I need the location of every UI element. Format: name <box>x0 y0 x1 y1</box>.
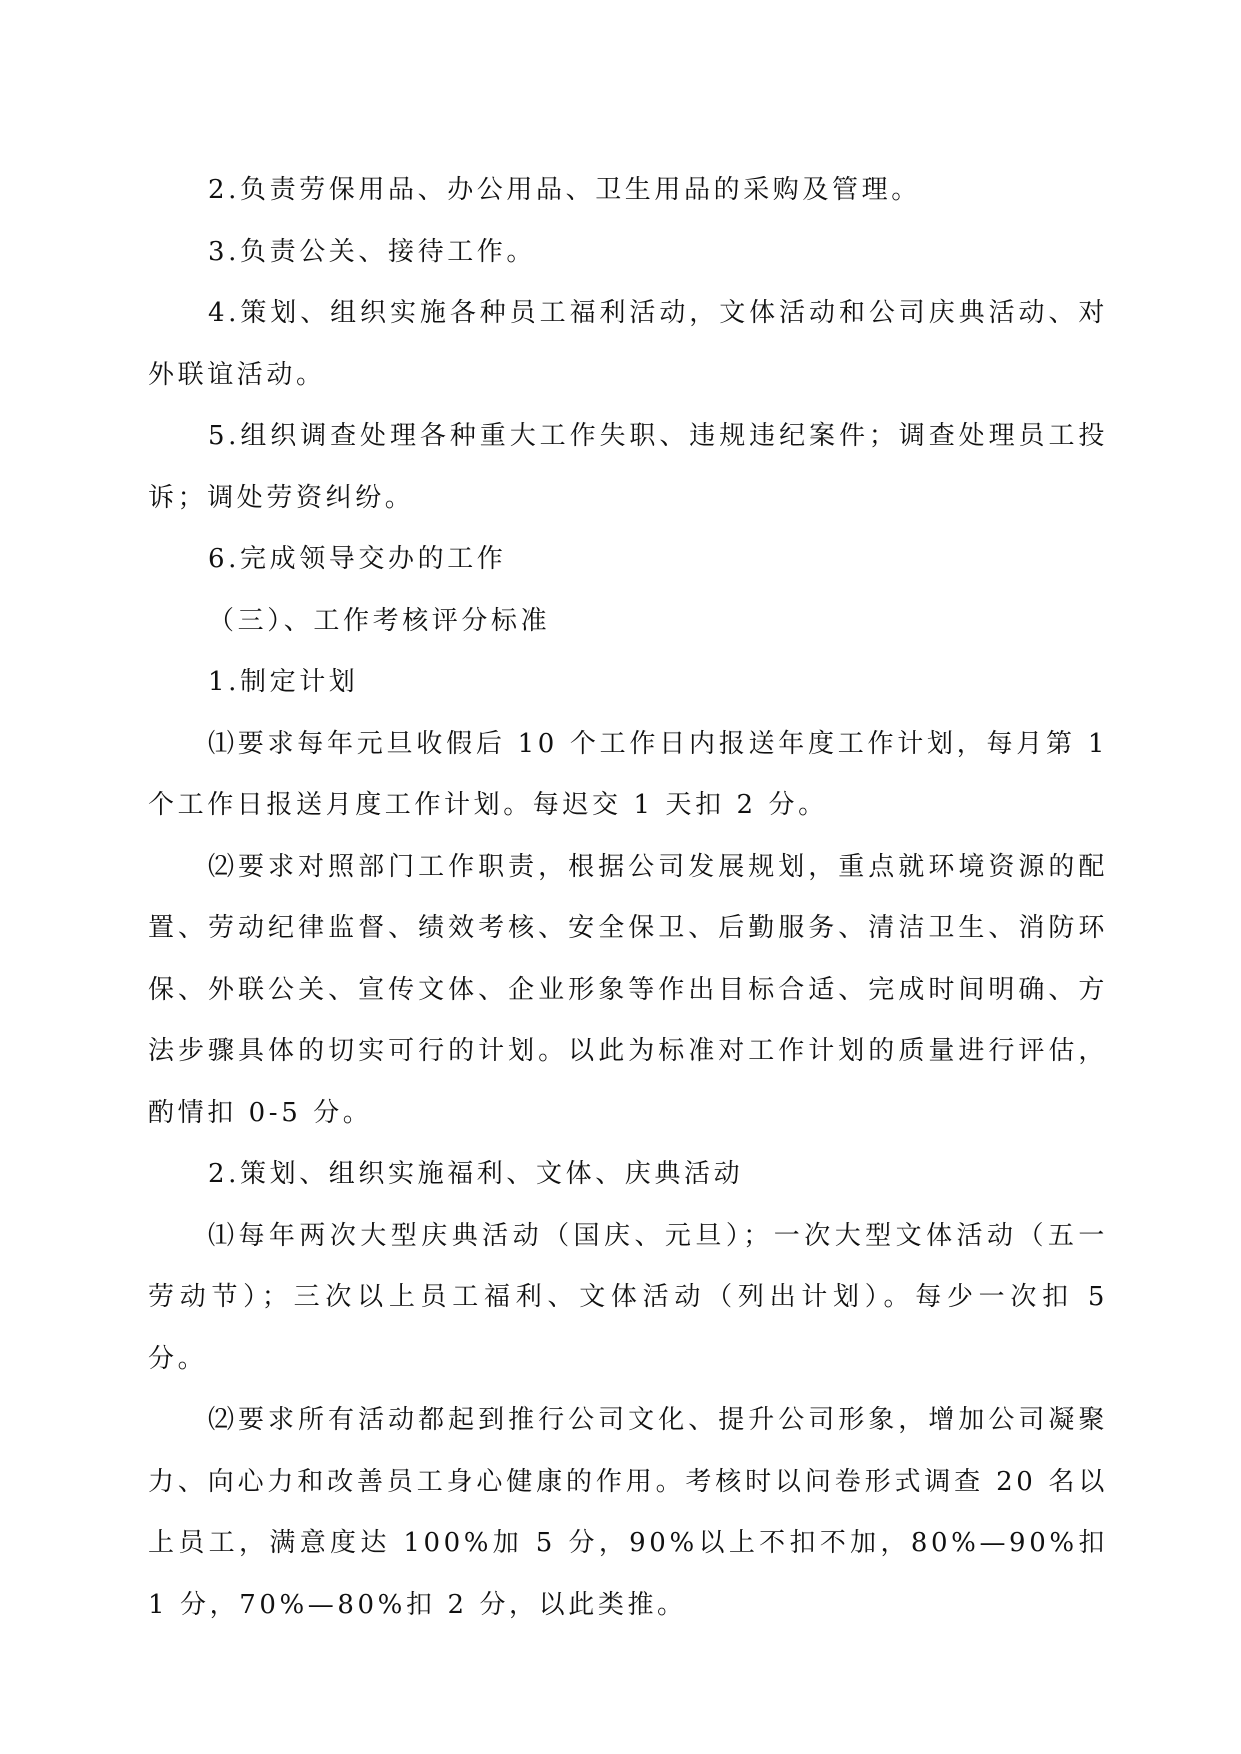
subheading-activities: 2.策划、组织实施福利、文体、庆典活动 <box>208 1159 744 1189</box>
paragraph-duty-2: 2.负责劳保用品、办公用品、卫生用品的采购及管理。 <box>208 175 921 205</box>
document-body <box>148 160 1108 1636</box>
paragraph-duty-5: 5.组织调查处理各种重大工作失职、违规违纪案件；调查处理员工投诉；调处劳资纠纷。 <box>148 421 1108 513</box>
paragraph-duty-4: 4.策划、组织实施各种员工福利活动，文体活动和公司庆典活动、对外联谊活动。 <box>148 298 1108 390</box>
paragraph-duty-3: 3.负责公关、接待工作。 <box>208 236 537 267</box>
paragraph-activities-1: ⑴每年两次大型庆典活动（国庆、元旦）；一次大型文体活动（五一劳动节）；三次以上员工福利、文体活动（列出计划）。每少一次扣 5 分。 <box>148 1220 1108 1374</box>
section-heading-assessment: （三）、工作考核评分标准 <box>208 605 551 636</box>
paragraph-activities-2: ⑵要求所有活动都起到推行公司文化、提升公司形象，增加公司凝聚力、向心力和改善员工身心健康的作用。考核时以问卷形式调查 20 名以上员工，满意度达 100%加 5 分，90%以上不扣不加，80%—90%扣 1 分，70%—80%扣 2 分，以此类推。 <box>148 1405 1108 1620</box>
paragraph-planning-2: ⑵要求对照部门工作职责，根据公司发展规划，重点就环境资源的配置、劳动纪律监督、绩效考核、安全保卫、后勤服务、清洁卫生、消防环保、外联公关、宣传文体、企业形象等作出目标合适、完成时间明确、方法步骤具体的切实可行的计划。以此为标准对工作计划的质量进行评估，酌情扣 0-5 分。 <box>148 851 1108 1128</box>
paragraph-duty-6: 6.完成领导交办的工作 <box>208 544 507 574</box>
subheading-planning: 1.制定计划 <box>208 667 359 697</box>
paragraph-planning-1: ⑴要求每年元旦收假后 10 个工作日内报送年度工作计划，每月第 1 个工作日报送月度工作计划。每迟交 1 天扣 2 分。 <box>148 728 1108 820</box>
